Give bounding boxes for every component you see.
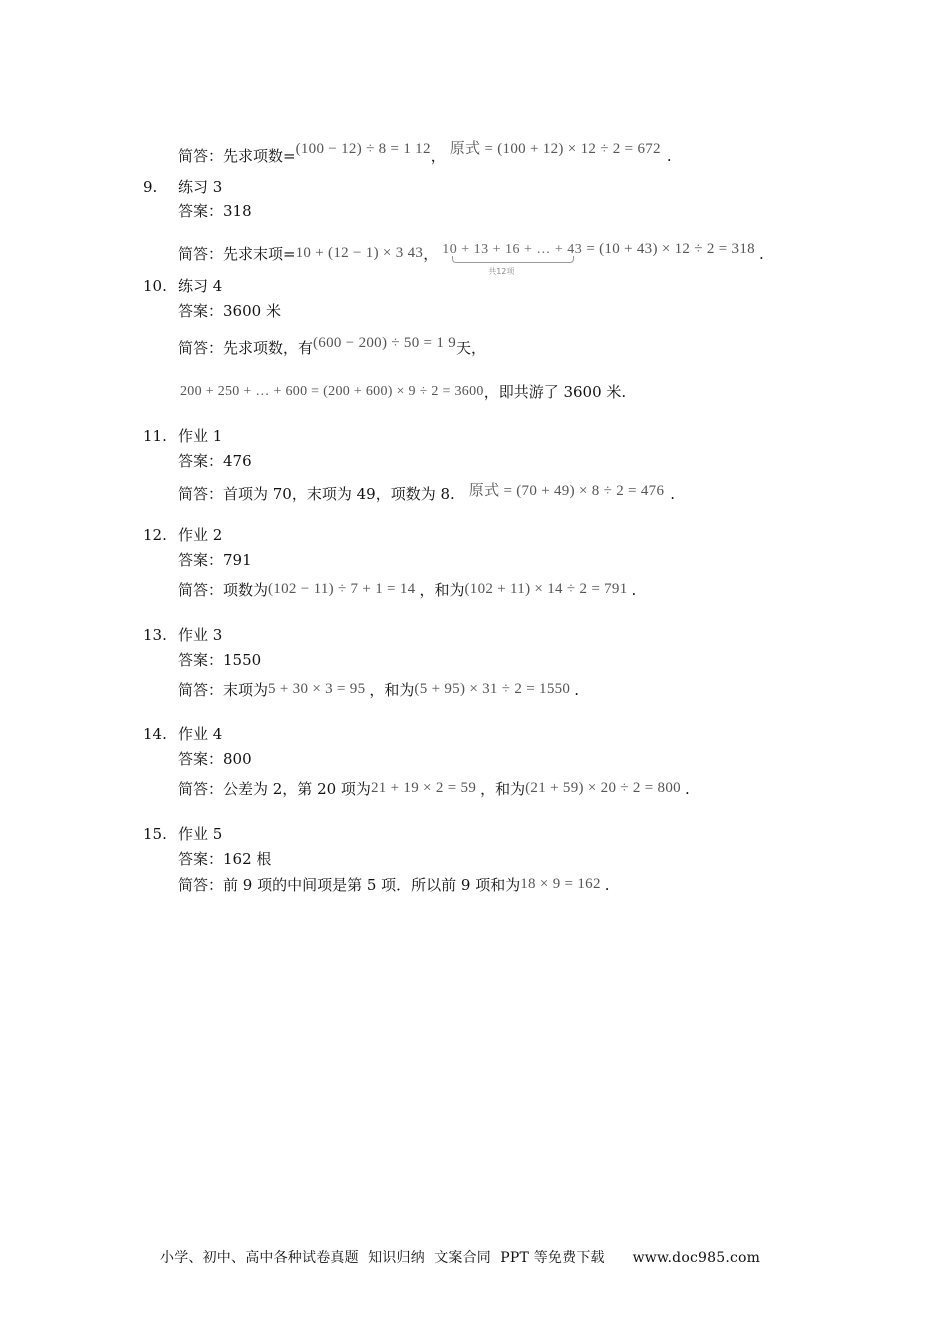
q13-answer: 答案：1550 xyxy=(178,651,262,669)
q15-brief-prefix: 简答：前 9 项的中间项是第 5 项．所以前 9 项和为 xyxy=(178,876,521,894)
q12-math-count: (102 − 11) ÷ 7 + 1 = 14 xyxy=(268,581,416,597)
q9-brief-prefix: 简答：先求末项= xyxy=(178,245,296,263)
q14-brief xyxy=(178,778,690,799)
q14-mid: ，和为 xyxy=(480,780,526,798)
q12-title: 作业 2 xyxy=(178,526,223,544)
q12-end: . xyxy=(631,581,637,599)
q8-comma: ， xyxy=(430,147,446,165)
q9-answer: 答案：318 xyxy=(178,202,252,220)
q13-math-last: 5 + 30 × 3 = 95 xyxy=(268,681,366,697)
q13-brief xyxy=(178,679,579,700)
q9-math-sum-terms: 10 + 13 + 16 + … + 43 xyxy=(442,242,583,257)
q9-comma: ， xyxy=(423,245,439,263)
q11-math: 原式 = (70 + 49) × 8 ÷ 2 = 476 xyxy=(468,483,665,499)
q10-math-total: 200 + 250 + … + 600 = (200 + 600) × 9 ÷ 2 = 3600 xyxy=(180,384,484,399)
q14-brief-prefix: 简答：公差为 2，第 20 项为 xyxy=(178,780,371,798)
q11-brief xyxy=(178,481,675,504)
q11-answer: 答案：476 xyxy=(178,452,252,470)
page-footer: 小学、初中、高中各种试卷真题 知识归纳 文案合同 PPT 等免费下载 www.doc985.com xyxy=(160,1250,761,1266)
q13-number: 13. xyxy=(143,626,167,644)
q8-brief-prefix: 简答：先求项数= xyxy=(178,147,296,165)
q15-number: 15. xyxy=(143,825,167,843)
q9-brief xyxy=(178,238,764,276)
q10-brief xyxy=(178,333,486,358)
q14-answer: 答案：800 xyxy=(178,750,252,768)
q14-number: 14. xyxy=(143,725,167,743)
q10-title: 练习 4 xyxy=(178,277,223,295)
q8-brief xyxy=(178,139,672,166)
q14-math-term: 21 + 19 × 2 = 59 xyxy=(370,780,477,796)
q9-title: 练习 3 xyxy=(178,178,223,196)
q9-end: . xyxy=(758,245,764,263)
q9-sum-stack xyxy=(442,238,583,276)
q13-end: . xyxy=(574,681,580,699)
q10-answer: 答案：3600 米 xyxy=(178,302,281,320)
q10-total-suffix: ，即共游了 3600 米. xyxy=(483,383,627,401)
q10-brief-suffix: 天， xyxy=(456,339,487,357)
q12-brief-prefix: 简答：项数为 xyxy=(178,581,269,599)
q12-answer: 答案：791 xyxy=(178,551,252,569)
q10-math-count: (600 − 200) ÷ 50 = 1 9 xyxy=(313,335,457,351)
q10-number: 10. xyxy=(143,277,167,295)
q15-title: 作业 5 xyxy=(178,825,223,843)
q8-math-total: 原式 = (100 + 12) × 12 ÷ 2 = 672 xyxy=(449,141,661,157)
q12-math-sum: (102 + 11) × 14 ÷ 2 = 791 xyxy=(464,581,628,597)
q11-brief-text: 简答：首项为 70，末项为 49，项数为 8. xyxy=(178,485,455,503)
q11-end: . xyxy=(670,485,676,503)
q12-mid: ，和为 xyxy=(419,581,465,599)
q15-answer: 答案：162 根 xyxy=(178,850,272,868)
q11-number: 11. xyxy=(143,427,167,445)
q15-end: . xyxy=(604,876,610,894)
q9-number: 9. xyxy=(143,178,158,196)
q14-end: . xyxy=(684,780,690,798)
q13-mid: ，和为 xyxy=(369,681,415,699)
q8-end: . xyxy=(666,147,672,165)
q9-math-last: 10 + (12 − 1) × 3 43 xyxy=(295,245,424,261)
q12-number: 12. xyxy=(143,526,167,544)
q13-title: 作业 3 xyxy=(178,626,223,644)
q10-brief-prefix: 简答：先求项数，有 xyxy=(178,339,314,357)
q11-title: 作业 1 xyxy=(178,427,223,445)
q15-brief xyxy=(178,874,610,895)
q9-math-result: = (10 + 43) × 12 ÷ 2 = 318 xyxy=(586,241,755,257)
q14-title: 作业 4 xyxy=(178,725,223,743)
q13-math-sum: (5 + 95) × 31 ÷ 2 = 1550 xyxy=(414,681,571,697)
q9-math-sum-note: 共12项 xyxy=(488,267,515,276)
q14-math-sum: (21 + 59) × 20 ÷ 2 = 800 xyxy=(525,780,681,796)
q12-brief xyxy=(178,579,636,600)
q10-total xyxy=(180,382,626,402)
q15-math: 18 × 9 = 162 xyxy=(520,876,601,892)
q13-brief-prefix: 简答：末项为 xyxy=(178,681,269,699)
q8-math-count: (100 − 12) ÷ 8 = 1 12 xyxy=(295,141,431,157)
